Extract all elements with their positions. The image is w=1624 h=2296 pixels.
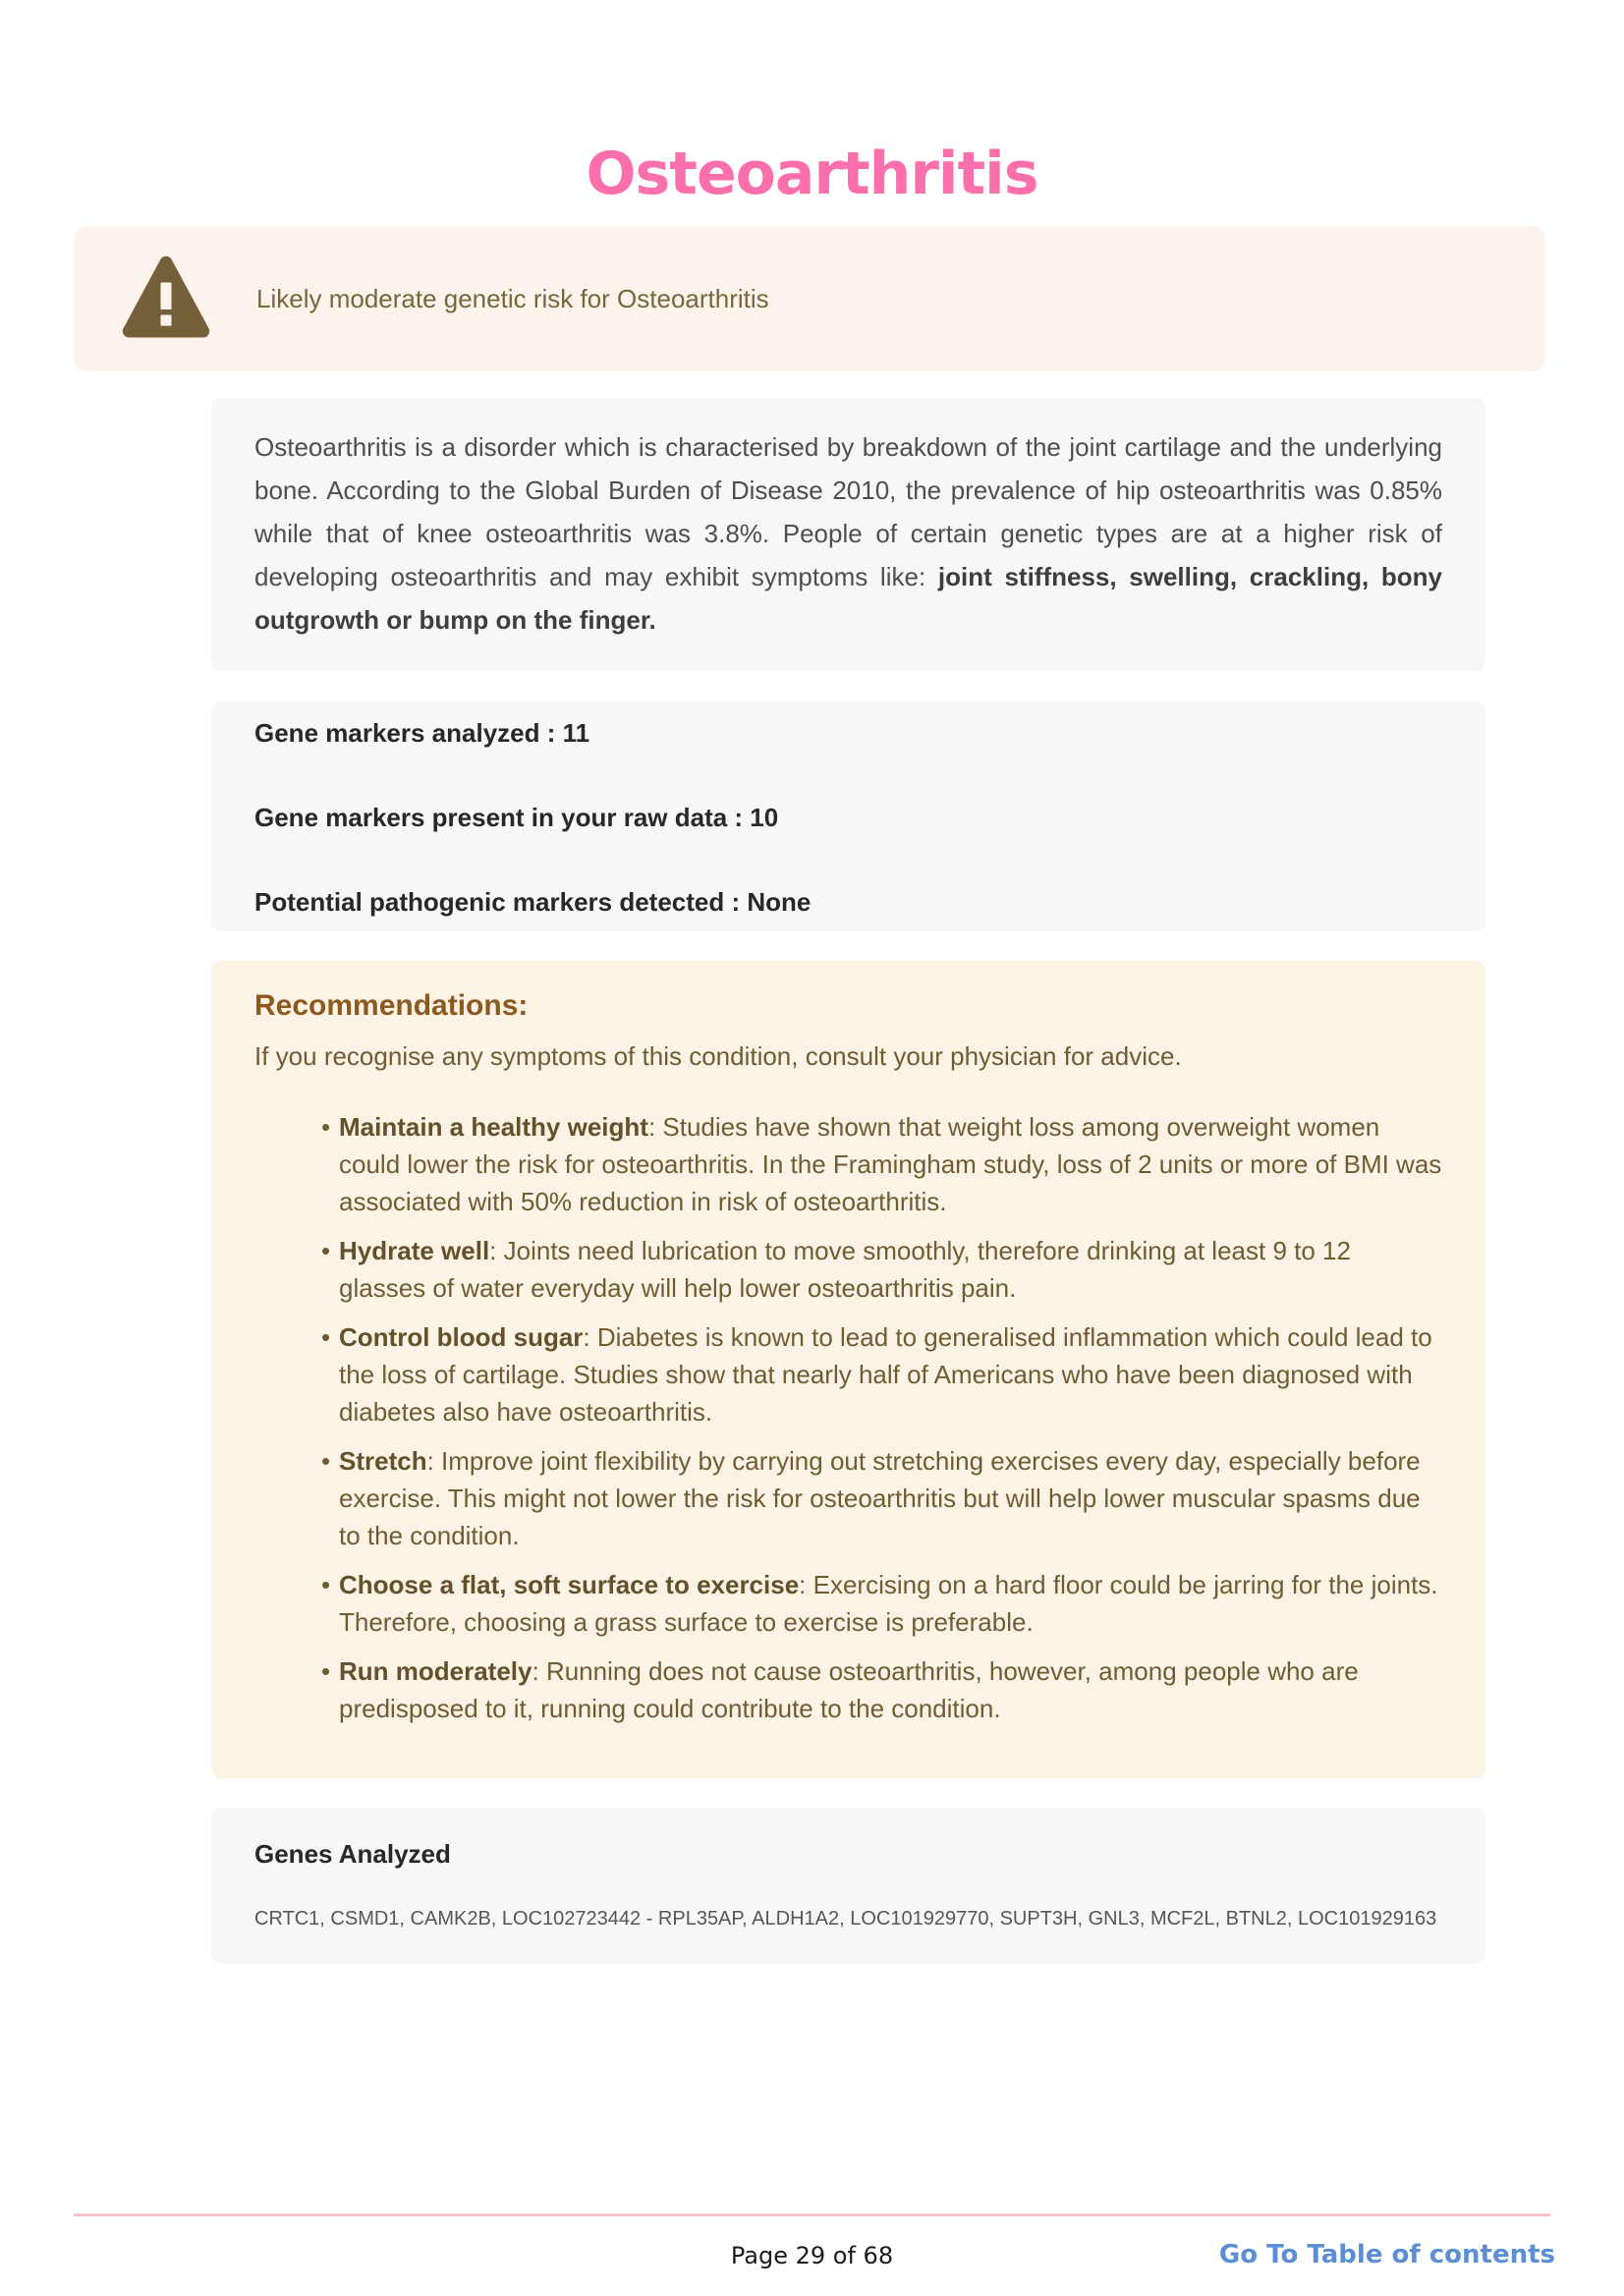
gene-markers-card (211, 701, 1485, 931)
recommendation-item-text: : Running does not cause osteoarthritis, however, among people who are predisposed to it, running could contribute to the condition. (339, 1656, 1359, 1723)
recommendation-item (339, 1652, 1442, 1727)
warning-triangle-icon (121, 253, 211, 344)
footer (0, 2213, 1624, 2275)
gene-marker-line: Gene markers present in your raw data : 10 (254, 803, 779, 832)
recommendation-item-text: : Improve joint flexibility by carrying out stretching exercises every day, especially before exercise. This might not lower the risk for osteoarthritis but will help lower muscular spasms due to the condition. (339, 1446, 1421, 1550)
recommendations-subtext: If you recognise any symptoms of this condition, consult your physician for advice. (254, 1041, 1182, 1071)
recommendation-item (339, 1232, 1442, 1307)
description-card (211, 398, 1485, 671)
recommendation-item-title: Choose a flat, soft surface to exercise (339, 1570, 800, 1599)
recommendation-item-text: : Studies have shown that weight loss among overweight women could lower the risk for osteoarthritis. In the Framingham study, loss of 2 units or more of BMI was associated with 50% reduction in risk of osteoarthritis. (339, 1112, 1442, 1216)
recommendation-item-text: : Joints need lubrication to move smoothly, therefore drinking at least 9 to 12 glasses of water everyday will help lower osteoarthritis pain. (339, 1236, 1351, 1303)
recommendation-item-title: Run moderately (339, 1656, 532, 1686)
description-normal-text: Osteoarthritis is a disorder which is characterised by breakdown of the joint cartilage and the underlying bone. According to the Global Burden of Disease 2010, the prevalence of hip osteoarthritis was 0.85% while that of knee osteoarthritis was 3.8%. People of certain genetic types are at a higher risk of developing osteoarthritis and may exhibit symptoms like: (254, 432, 1442, 591)
recommendations-list (254, 1108, 1442, 1727)
recommendation-item-title: Control blood sugar (339, 1322, 584, 1352)
recommendation-item-title: Maintain a healthy weight (339, 1112, 648, 1142)
genes-analyzed-card (211, 1808, 1485, 1964)
recommendation-item (339, 1318, 1442, 1430)
page-title: Osteoarthritis (586, 140, 1038, 208)
recommendations-heading: Recommendations: (254, 989, 529, 1022)
page-number: Page 29 of 68 (730, 2242, 894, 2269)
genes-analyzed-heading: Genes Analyzed (254, 1839, 451, 1869)
recommendation-item-title: Hydrate well (339, 1236, 490, 1265)
recommendation-item-text: : Exercising on a hard floor could be jarring for the joints. Therefore, choosing a grass surface to exercise is preferable. (339, 1570, 1438, 1637)
genes-analyzed-list: CRTC1, CSMD1, CAMK2B, LOC102723442 - RPL35AP, ALDH1A2, LOC101929770, SUPT3H, GNL3, MCF2L, BTNL2, LOC101929163 (254, 1908, 1437, 1930)
recommendation-item (339, 1566, 1442, 1641)
gene-marker-line: Gene markers analyzed : 11 (254, 718, 590, 748)
recommendation-item (339, 1108, 1442, 1220)
risk-banner-text: Likely moderate genetic risk for Osteoarthritis (256, 283, 769, 313)
table-of-contents-link[interactable]: Go To Table of contents (1218, 2240, 1555, 2269)
description-bold-text: joint stiffness, swelling, crackling, bony outgrowth or bump on the finger. (254, 562, 1442, 635)
footer-divider (74, 2213, 1550, 2216)
recommendation-item-text: : Diabetes is known to lead to generalised inflammation which could lead to the loss of cartilage. Studies show that nearly half of Americans who have been diagnosed with diabetes also have osteoarthritis. (339, 1322, 1432, 1427)
description-text (254, 425, 1442, 642)
gene-marker-line: Potential pathogenic markers detected : None (254, 887, 812, 917)
recommendation-item-title: Stretch (339, 1446, 427, 1476)
recommendations-card (211, 961, 1485, 1778)
footer-row (0, 2242, 1624, 2275)
recommendation-item (339, 1442, 1442, 1554)
risk-banner (74, 226, 1545, 371)
